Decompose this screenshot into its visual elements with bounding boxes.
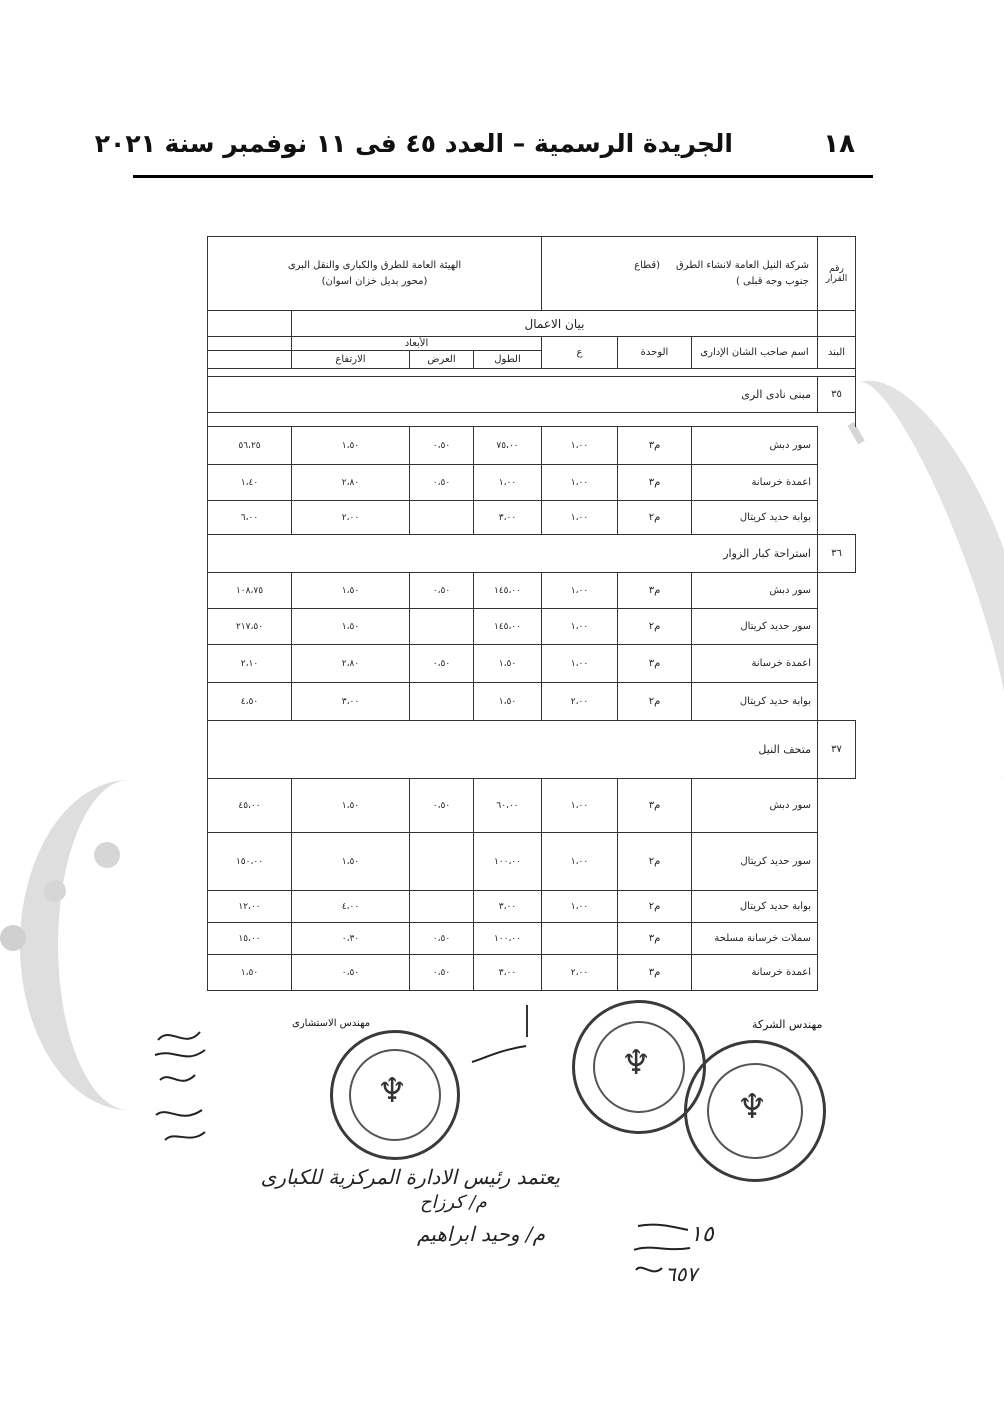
- item-total: ٤،٥٠: [208, 683, 292, 721]
- statement-row: [208, 311, 856, 337]
- watermark-dot: [94, 842, 120, 868]
- item-total: ٦،٠٠: [208, 501, 292, 535]
- eagle-emblem-icon: ♆: [737, 1087, 768, 1127]
- authority-block: [208, 237, 542, 311]
- watermark-dot: [0, 925, 26, 951]
- item-name: سور حديد كريتال: [692, 609, 818, 645]
- item-name: سور دبش: [692, 427, 818, 465]
- item-count: ٢،٠٠: [542, 955, 618, 991]
- item-count: ١،٠٠: [542, 779, 618, 833]
- table-row: [208, 923, 856, 955]
- item-name: سور دبش: [692, 779, 818, 833]
- item-height: ١،٥٠: [292, 833, 410, 891]
- item-unit: م٣: [618, 573, 692, 609]
- item-height: ٢،٨٠: [292, 645, 410, 683]
- item-length: ٣،٠٠: [474, 501, 542, 535]
- eagle-emblem-icon: ♆: [621, 1043, 652, 1083]
- item-width: [410, 609, 474, 645]
- section-no: ٣٥: [818, 377, 856, 413]
- col-width: العرض: [410, 351, 474, 369]
- col-dimensions: الأبعاد: [292, 337, 542, 351]
- item-unit: م٢: [618, 683, 692, 721]
- eagle-emblem-icon: ♆: [377, 1071, 408, 1111]
- table-row: [208, 427, 856, 465]
- item-total: ٥٦،٢٥: [208, 427, 292, 465]
- item-width: [410, 891, 474, 923]
- item-name: بوابة حديد كريتال: [692, 683, 818, 721]
- item-height: ١،٥٠: [292, 573, 410, 609]
- page-header: [94, 125, 873, 165]
- item-width: ٠،٥٠: [410, 573, 474, 609]
- item-height: ٠،٥٠: [292, 955, 410, 991]
- table-row: [208, 645, 856, 683]
- col-height: الارتفاع: [292, 351, 410, 369]
- item-unit: م٢: [618, 833, 692, 891]
- official-stamp: [684, 1040, 826, 1182]
- table-row: [208, 891, 856, 923]
- item-total: ١٥٠،٠٠: [208, 833, 292, 891]
- company-line2: جنوب وجه قبلى ): [735, 275, 809, 287]
- company-qita: (قطاع: [634, 259, 661, 271]
- item-width: [410, 833, 474, 891]
- item-name: اعمدة خرسانة: [692, 645, 818, 683]
- col-item: البند: [818, 337, 856, 369]
- section-title: استراحة كبار الزوار: [208, 535, 818, 573]
- item-height: ٢،٨٠: [292, 465, 410, 501]
- item-height: ٢،٠٠: [292, 501, 410, 535]
- handwritten-name: م/ وحيد ابراهيم: [417, 1222, 545, 1246]
- col-owner: اسم صاحب الشان الإدارى: [692, 337, 818, 369]
- watermark-dot: [44, 880, 66, 902]
- section-no: ٣٧: [818, 721, 856, 779]
- item-height: ٠،٣٠: [292, 923, 410, 955]
- item-count: ٢،٠٠: [542, 683, 618, 721]
- item-height: ١،٥٠: [292, 779, 410, 833]
- item-total: ١٥،٠٠: [208, 923, 292, 955]
- table-row: [208, 465, 856, 501]
- item-unit: م٣: [618, 779, 692, 833]
- item-count: ١،٠٠: [542, 427, 618, 465]
- section-title: متحف النيل: [208, 721, 818, 779]
- col-length: الطول: [474, 351, 542, 369]
- item-name: سور دبش: [692, 573, 818, 609]
- section-row: [208, 377, 856, 413]
- authority-line2: (محور بديل خزان اسوان): [321, 275, 428, 287]
- item-total: ٢١٧،٥٠: [208, 609, 292, 645]
- item-height: ١،٥٠: [292, 427, 410, 465]
- official-stamp: [330, 1030, 460, 1160]
- col-unit: الوحدة: [618, 337, 692, 369]
- item-height: ٤،٠٠: [292, 891, 410, 923]
- item-count: ١،٠٠: [542, 645, 618, 683]
- page-number: ١٨: [823, 129, 855, 159]
- item-length: ١،٠٠: [474, 465, 542, 501]
- item-total: ١،٤٠: [208, 465, 292, 501]
- consultant-engineer-label: مهندس الاستشارى: [292, 1018, 371, 1029]
- works-statement: بيان الاعمال: [292, 311, 818, 337]
- handwritten-signatures: [150, 1020, 210, 1150]
- scanned-document: [207, 236, 855, 1016]
- handwritten-stroke: [470, 1040, 530, 1070]
- item-unit: م٢: [618, 609, 692, 645]
- item-total: ١٠٨،٧٥: [208, 573, 292, 609]
- item-unit: م٣: [618, 923, 692, 955]
- item-name: اعمدة خرسانة: [692, 955, 818, 991]
- company-engineer-label: مهندس الشركة: [752, 1018, 823, 1031]
- item-count: ١،٠٠: [542, 573, 618, 609]
- item-name: بوابة حديد كريتال: [692, 501, 818, 535]
- table-row: [208, 573, 856, 609]
- item-count: ١،٠٠: [542, 501, 618, 535]
- item-name: بوابة حديد كريتال: [692, 891, 818, 923]
- item-width: ٠،٥٠: [410, 465, 474, 501]
- watermark-text: ـ: [834, 398, 906, 452]
- item-name: سملات خرسانة مسلحة: [692, 923, 818, 955]
- item-width: [410, 501, 474, 535]
- item-count: ١،٠٠: [542, 833, 618, 891]
- table-row: [208, 683, 856, 721]
- signature-divider: [526, 1005, 528, 1037]
- item-width: [410, 683, 474, 721]
- item-unit: م٢: [618, 501, 692, 535]
- item-length: ٧٥،٠٠: [474, 427, 542, 465]
- item-total: ١،٥٠: [208, 955, 292, 991]
- item-length: ١٤٥،٠٠: [474, 573, 542, 609]
- works-table: [207, 236, 856, 991]
- item-count: [542, 923, 618, 955]
- section-title: مبنى نادى الرى: [208, 377, 818, 413]
- section-row: [208, 721, 856, 779]
- item-height: ٣،٠٠: [292, 683, 410, 721]
- handwritten-name: م/ كرزاح: [420, 1192, 487, 1213]
- item-count: ١،٠٠: [542, 609, 618, 645]
- handwritten-approval: يعتمد رئيس الادارة المركزية للكبارى: [260, 1165, 560, 1189]
- table-row: [208, 501, 856, 535]
- handwritten-stroke: [628, 1218, 698, 1288]
- col-count: ع: [542, 337, 618, 369]
- table-row: [208, 833, 856, 891]
- item-count: ١،٠٠: [542, 465, 618, 501]
- item-length: ١٠٠،٠٠: [474, 833, 542, 891]
- item-length: ١،٥٠: [474, 645, 542, 683]
- section-row: [208, 535, 856, 573]
- item-length: ١،٥٠: [474, 683, 542, 721]
- corner-label: رقم القرار: [818, 237, 856, 311]
- item-unit: م٣: [618, 955, 692, 991]
- item-length: ٦٠،٠٠: [474, 779, 542, 833]
- item-length: ٣،٠٠: [474, 891, 542, 923]
- item-unit: م٢: [618, 891, 692, 923]
- item-total: ٤٥،٠٠: [208, 779, 292, 833]
- item-width: ٠،٥٠: [410, 645, 474, 683]
- item-height: ١،٥٠: [292, 609, 410, 645]
- handwritten-note: ١٥: [690, 1222, 714, 1247]
- item-unit: م٣: [618, 465, 692, 501]
- item-name: سور حديد كريتال: [692, 833, 818, 891]
- company-line1: شركة النيل العامة لانشاء الطرق: [675, 259, 809, 271]
- item-width: ٠،٥٠: [410, 955, 474, 991]
- authority-line1: الهيئة العامة للطرق والكبارى والنقل البرى: [287, 259, 462, 271]
- item-name: اعمدة خرسانة: [692, 465, 818, 501]
- item-unit: م٣: [618, 427, 692, 465]
- gazette-title: الجريدة الرسمية – العدد ٤٥ فى ١١ نوفمبر سنة ٢٠٢١: [94, 129, 733, 158]
- item-length: ١٤٥،٠٠: [474, 609, 542, 645]
- section-no: ٣٦: [818, 535, 856, 573]
- item-count: ١،٠٠: [542, 891, 618, 923]
- item-length: ٣،٠٠: [474, 955, 542, 991]
- item-width: ٠،٥٠: [410, 779, 474, 833]
- table-row: [208, 955, 856, 991]
- item-total: ٢،١٠: [208, 645, 292, 683]
- dimensions-row: [208, 337, 856, 351]
- item-width: ٠،٥٠: [410, 923, 474, 955]
- header-rule: [133, 175, 873, 178]
- item-width: ٠،٥٠: [410, 427, 474, 465]
- table-row: [208, 609, 856, 645]
- item-total: ١٢،٠٠: [208, 891, 292, 923]
- company-block: [542, 237, 818, 311]
- handwritten-note: ٦٥٧: [665, 1262, 698, 1286]
- table-row: [208, 779, 856, 833]
- item-length: ١٠٠،٠٠: [474, 923, 542, 955]
- item-unit: م٣: [618, 645, 692, 683]
- header-row: [208, 237, 856, 311]
